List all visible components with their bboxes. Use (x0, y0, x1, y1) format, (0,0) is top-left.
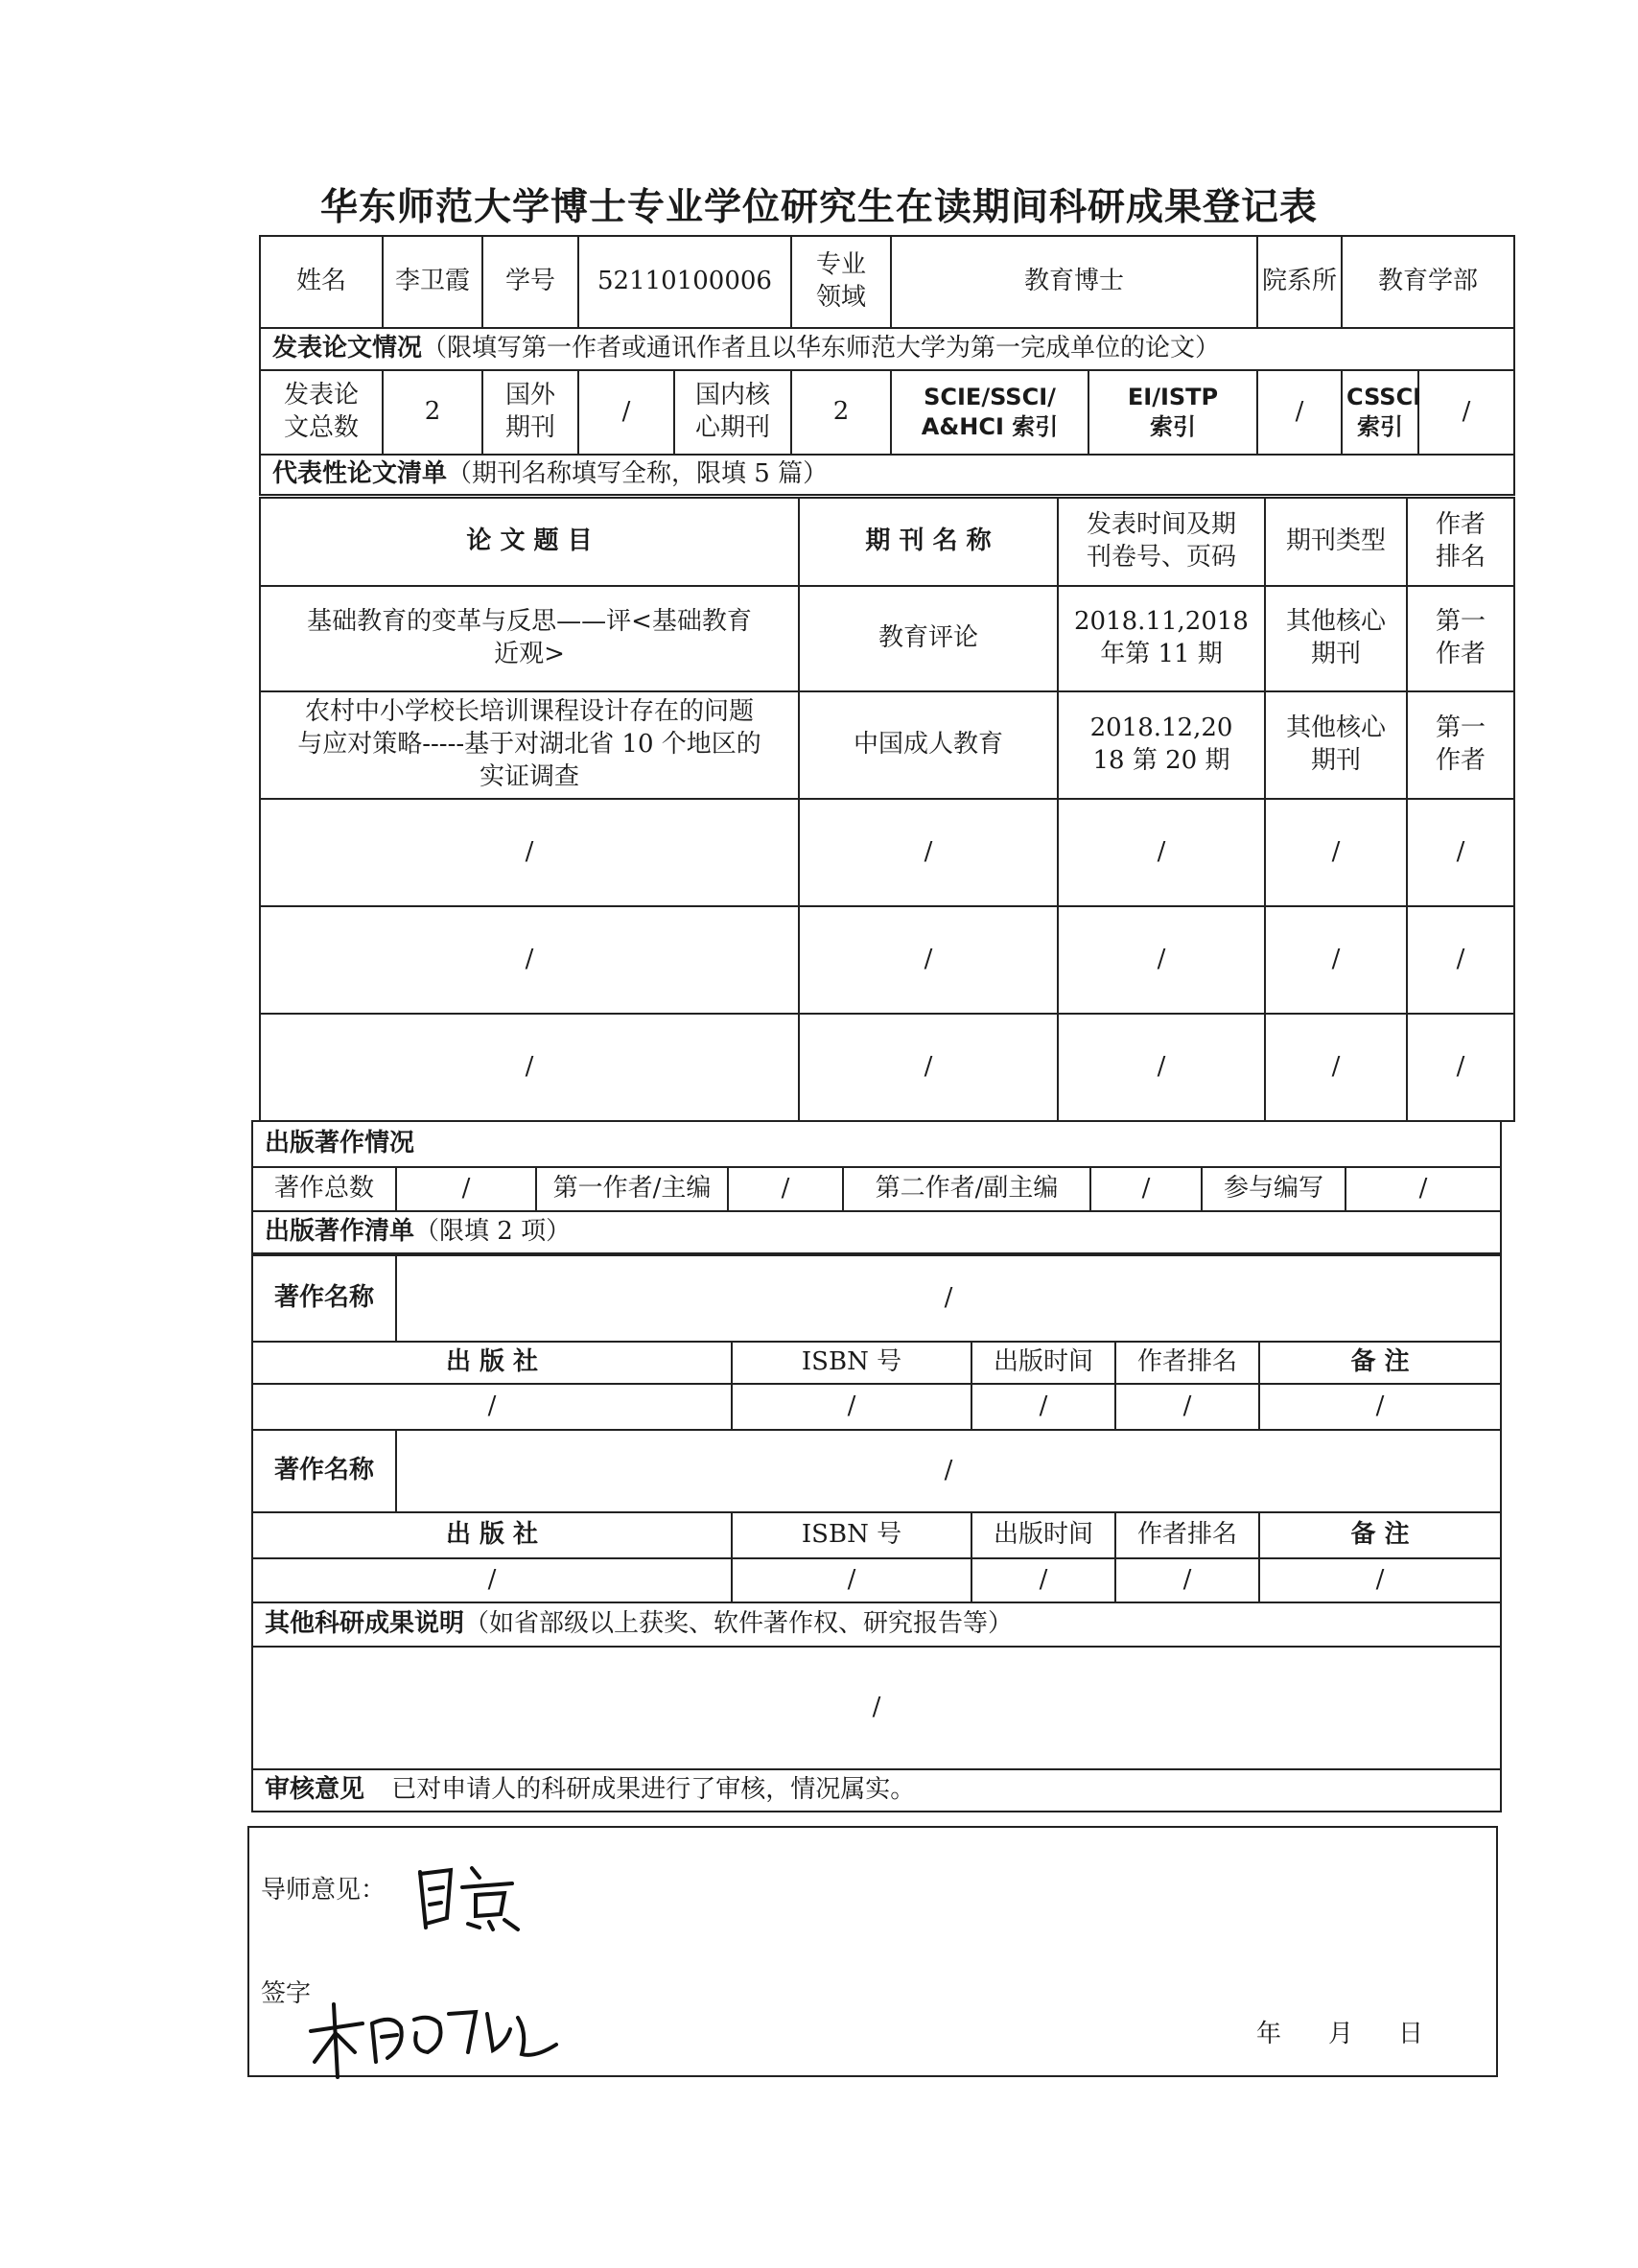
paper-title[interactable]: / (260, 799, 799, 906)
info-table (259, 235, 1515, 496)
paper-rank[interactable]: 第一 作者 (1407, 691, 1514, 799)
paper-journal[interactable]: / (799, 1014, 1058, 1121)
paper-journal[interactable]: 教育评论 (799, 586, 1058, 691)
col-pub-time: 出版时间 (971, 1342, 1115, 1384)
paper-type[interactable]: / (1265, 906, 1407, 1014)
paper-time[interactable]: / (1058, 799, 1265, 906)
col-author-rank: 作者排名 (1115, 1342, 1259, 1384)
rep-table (259, 497, 1515, 1122)
participate-label: 参与编写 (1202, 1167, 1346, 1211)
book-isbn[interactable]: / (732, 1558, 971, 1602)
table-row (252, 1384, 1501, 1430)
paper-total-value[interactable]: 2 (383, 370, 482, 455)
id-value[interactable]: 52110100006 (578, 236, 791, 328)
review-row (252, 1769, 1501, 1812)
col-isbn: ISBN 号 (732, 1342, 971, 1384)
table-row (260, 691, 1514, 799)
table-row (260, 799, 1514, 906)
book-time[interactable]: / (971, 1384, 1115, 1430)
foreign-value[interactable]: / (578, 370, 674, 455)
field-value[interactable]: 教育博士 (891, 236, 1257, 328)
paper-total-label: 发表论 文总数 (260, 370, 383, 455)
paper-rank[interactable]: / (1407, 799, 1514, 906)
paper-type[interactable]: 其他核心 期刊 (1265, 691, 1407, 799)
paper-rank[interactable]: 第一 作者 (1407, 586, 1514, 691)
cssci-label: CSSCI 索引 (1342, 370, 1418, 455)
col-isbn: ISBN 号 (732, 1512, 971, 1558)
books-list-heading: 出版著作清单（限填 2 项） (252, 1211, 1501, 1253)
paper-title[interactable]: 基础教育的变革与反思——评<基础教育 近观> (260, 586, 799, 691)
sign-label: 签字 (261, 1979, 312, 2008)
col-title: 论 文 题 目 (260, 498, 799, 586)
handwritten-signature (305, 1995, 564, 2081)
book-rank[interactable]: / (1115, 1384, 1259, 1430)
book-name-label: 著作名称 (252, 1430, 396, 1512)
book-name-value[interactable]: / (396, 1430, 1501, 1512)
table-row (260, 586, 1514, 691)
scie-label: SCIE/SSCI/ A&HCI 索引 (891, 370, 1088, 455)
paper-journal[interactable]: / (799, 906, 1058, 1014)
second-author-value[interactable]: / (1090, 1167, 1202, 1211)
paper-time[interactable]: 2018.12,20 18 第 20 期 (1058, 691, 1265, 799)
first-author-label: 第一作者/主编 (536, 1167, 728, 1211)
book-total-label: 著作总数 (252, 1167, 396, 1211)
paper-rank[interactable]: / (1407, 906, 1514, 1014)
name-value[interactable]: 李卫霞 (383, 236, 482, 328)
col-time: 发表时间及期 刊卷号、页码 (1058, 498, 1265, 586)
name-label: 姓名 (260, 236, 383, 328)
foreign-label: 国外 期刊 (482, 370, 578, 455)
field-label: 专业 领域 (791, 236, 891, 328)
paper-journal[interactable]: / (799, 799, 1058, 906)
book-name-label: 著作名称 (252, 1255, 396, 1342)
table-row (260, 906, 1514, 1014)
rep-heading: 代表性论文清单（期刊名称填写全称，限填 5 篇） (260, 455, 1514, 495)
paper-title[interactable]: 农村中小学校长培训课程设计存在的问题 与应对策略-----基于对湖北省 10 个地区的 实证调查 (260, 691, 799, 799)
date-year: 年 (1256, 2020, 1282, 2048)
id-label: 学号 (482, 236, 578, 328)
book-list-table (251, 1254, 1502, 1812)
ei-value[interactable]: / (1257, 370, 1342, 455)
col-journal: 期 刊 名 称 (799, 498, 1058, 586)
cssci-value[interactable]: / (1418, 370, 1514, 455)
col-author-rank: 作者排名 (1115, 1512, 1259, 1558)
paper-type[interactable]: 其他核心 期刊 (1265, 586, 1407, 691)
books-table (251, 1120, 1502, 1254)
date-month: 月 (1328, 2020, 1354, 2048)
book-total-value[interactable]: / (396, 1167, 536, 1211)
col-type: 期刊类型 (1265, 498, 1407, 586)
book-rank[interactable]: / (1115, 1558, 1259, 1602)
papers-heading: 发表论文情况（限填写第一作者或通讯作者且以华东师范大学为第一完成单位的论文） (260, 328, 1514, 370)
advisor-handwritten-signature (412, 1860, 537, 1937)
paper-time[interactable]: 2018.11,2018 年第 11 期 (1058, 586, 1265, 691)
form-title: 华东师范大学博士专业学位研究生在读期间科研成果登记表 (319, 186, 1318, 229)
col-publisher: 出 版 社 (252, 1512, 732, 1558)
col-pub-time: 出版时间 (971, 1512, 1115, 1558)
col-note: 备 注 (1259, 1512, 1501, 1558)
first-author-value[interactable]: / (728, 1167, 843, 1211)
book-time[interactable]: / (971, 1558, 1115, 1602)
books-heading: 出版著作情况 (252, 1121, 1501, 1167)
dept-value[interactable]: 教育学部 (1342, 236, 1514, 328)
other-content[interactable]: / (252, 1647, 1501, 1769)
book-name-value[interactable]: / (396, 1255, 1501, 1342)
advisor-opinion-label: 导师意见： (261, 1876, 386, 1905)
review-label: 审核意见 (265, 1775, 365, 1805)
paper-type[interactable]: / (1265, 1014, 1407, 1121)
col-note: 备 注 (1259, 1342, 1501, 1384)
col-rank: 作者 排名 (1407, 498, 1514, 586)
book-note[interactable]: / (1259, 1384, 1501, 1430)
book-publisher[interactable]: / (252, 1558, 732, 1602)
paper-time[interactable]: / (1058, 1014, 1265, 1121)
book-publisher[interactable]: / (252, 1384, 732, 1430)
date-day: 日 (1398, 2020, 1424, 2048)
book-note[interactable]: / (1259, 1558, 1501, 1602)
second-author-label: 第二作者/副主编 (843, 1167, 1090, 1211)
dept-label: 院系所 (1257, 236, 1342, 328)
review-text: 已对申请人的科研成果进行了审核，情况属实。 (391, 1775, 916, 1805)
book-isbn[interactable]: / (732, 1384, 971, 1430)
paper-title[interactable]: / (260, 1014, 799, 1121)
ei-label: EI/ISTP 索引 (1088, 370, 1257, 455)
participate-value[interactable]: / (1346, 1167, 1501, 1211)
other-heading: 其他科研成果说明（如省部级以上获奖、软件著作权、研究报告等） (252, 1602, 1501, 1647)
core-value[interactable]: 2 (791, 370, 891, 455)
paper-time[interactable]: / (1058, 906, 1265, 1014)
table-row (252, 1558, 1501, 1602)
paper-journal[interactable]: 中国成人教育 (799, 691, 1058, 799)
col-publisher: 出 版 社 (252, 1342, 732, 1384)
table-row (260, 1014, 1514, 1121)
paper-rank[interactable]: / (1407, 1014, 1514, 1121)
paper-type[interactable]: / (1265, 799, 1407, 906)
paper-title[interactable]: / (260, 906, 799, 1014)
core-label: 国内核 心期刊 (674, 370, 791, 455)
